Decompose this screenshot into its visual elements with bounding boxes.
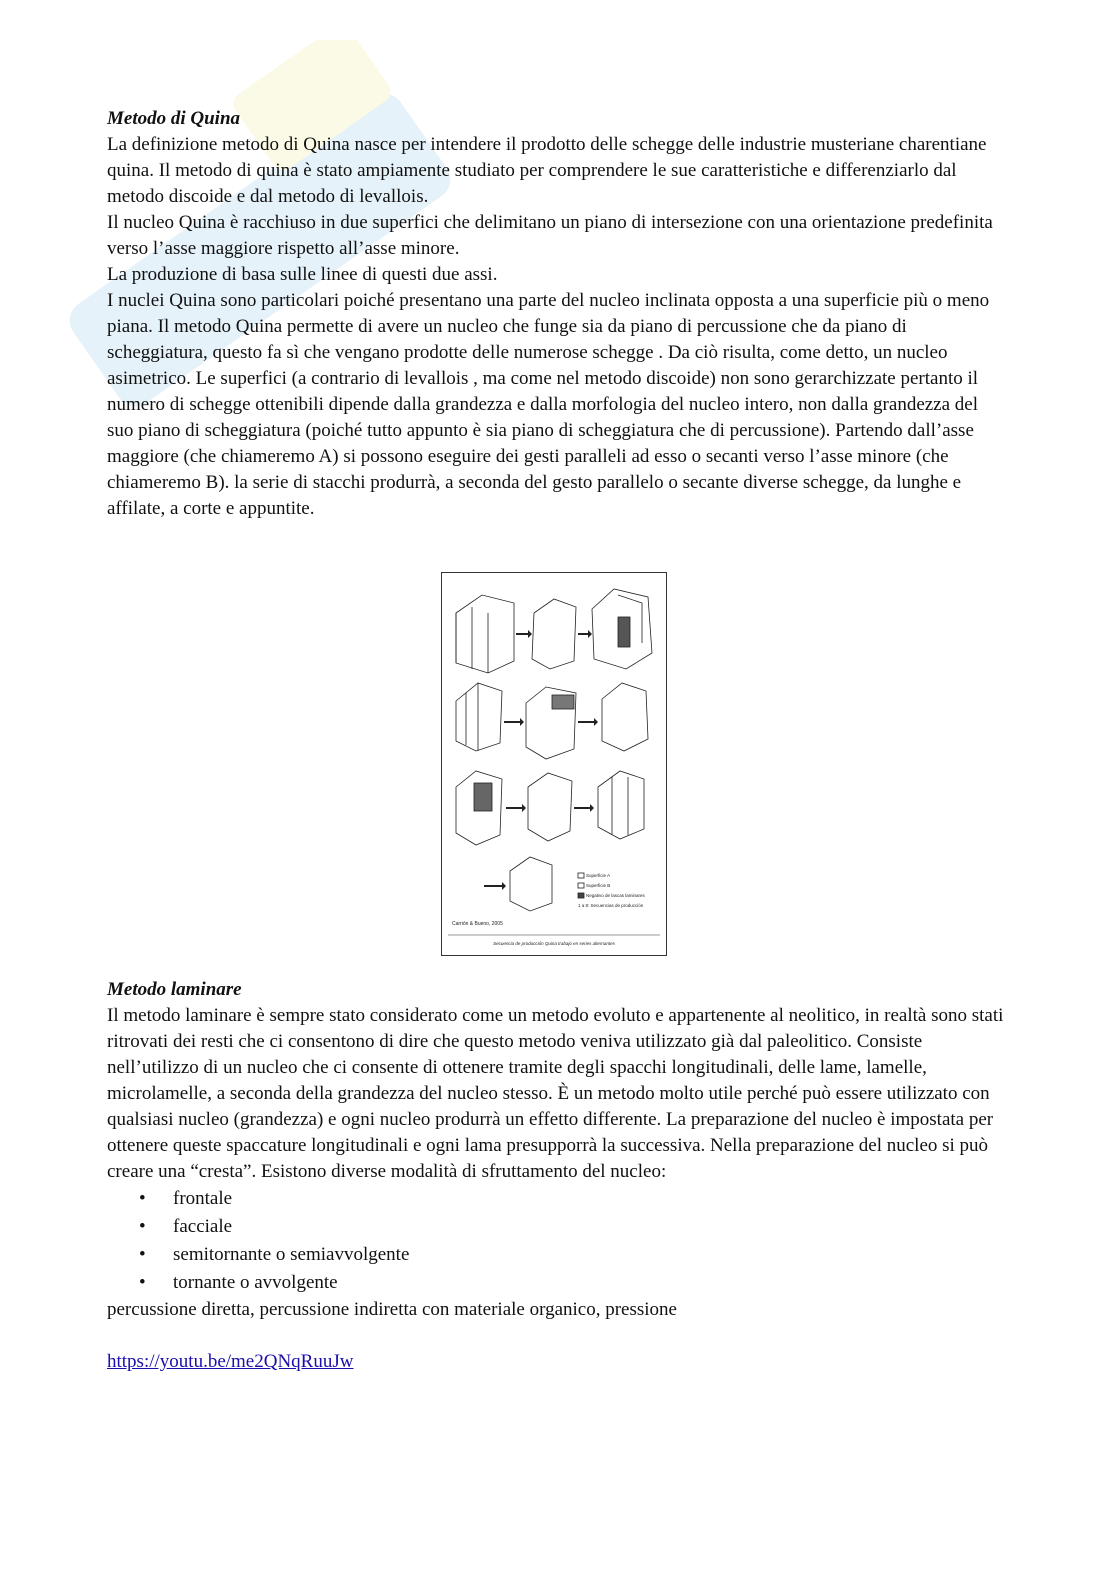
core-sketch xyxy=(528,773,572,841)
bullet-icon: • xyxy=(139,1272,146,1293)
quina-diagram-figure xyxy=(441,572,667,956)
bullet-icon: • xyxy=(139,1244,146,1265)
removal-scar xyxy=(552,695,574,709)
legend-box xyxy=(578,873,584,878)
figure-caption: Secuencia de producción Quina trabajo en series alternantes xyxy=(493,941,615,946)
quina-diagram xyxy=(442,573,666,955)
arrows xyxy=(484,630,598,890)
list-item xyxy=(107,1269,1007,1297)
section-title-quina: Metodo di Quina xyxy=(107,108,241,129)
paragraph: percussione diretta, percussione indiretta con materiale organico, pressione xyxy=(107,1299,677,1320)
list-item-text: frontale xyxy=(173,1188,233,1209)
removal-scar xyxy=(474,783,492,811)
list-item-text: facciale xyxy=(173,1216,233,1237)
list-item xyxy=(107,1213,1007,1241)
paragraph: I nuclei Quina sono particolari poiché presentano una parte del nucleo inclinata opposta a una superficie più o meno piana. Il metodo Quina permette di avere un nucleo che funge sia da piano di percussione che da piano di scheggiatura, questo fa sì che vengano prodotte delle numerose schegge . Da ciò risulta, come detto, un nucleo asimetrico. Le superfici (a contrario di levallois , ma come nel metodo discoide) non sono gerarchizzate pertanto il numero di schegge ottenibili dipende dalla grandezza e dalla morfologia del nucleo intero, non dalla grandezza del suo piano di scheggiatura (poiché tutto appunto è sia piano di scheggiatura che di percussione). Partendo dall’asse maggiore (che chiameremo A) si possono eseguire dei gesti paralleli ad esso o secanti verso l’asse minore (che chiameremo B). la serie di stacchi produrrà, a seconda del gesto parallelo o secante diverse schegge, da lunghe e affilate, a corte e appuntite. xyxy=(107,290,990,519)
legend-box xyxy=(578,883,584,888)
core-sketch xyxy=(456,683,502,751)
list-item-text: semitornante o semiavvolgente xyxy=(173,1244,410,1265)
list-item xyxy=(107,1185,1007,1213)
figure-credit: Carrión & Bueno, 2005 xyxy=(452,921,503,927)
core-sketch xyxy=(532,599,576,669)
legend-label: Negativo de lascas laminares xyxy=(586,893,645,898)
legend-box xyxy=(578,893,584,898)
list-item xyxy=(107,1241,1007,1269)
paragraph: La produzione di basa sulle linee di questi due assi. xyxy=(107,264,498,285)
removal-scar xyxy=(618,617,630,647)
bullet-icon: • xyxy=(139,1188,146,1209)
paragraph: Il metodo laminare è sempre stato considerato come un metodo evoluto e appartenente al neolitico, in realtà sono stati ritrovati dei resti che ci consentono di dire che questo metodo veniva utilizzato già dal paleolitico. Consiste nell’utilizzo di un nucleo che ci consente di ottenere tramite degli spacchi longitudinali, delle lame, lamelle, microlamelle, a seconda della grandezza del nucleo stesso. È un metodo molto utile perché può essere utilizzato con qualsiasi nucleo (grandezza) e ogni nucleo produrrà un effetto differente. La preparazione del nucleo è impostata per ottenere queste spaccature longitudinali e ogni lama presupporrà la successiva. Nella preparazione del nucleo si può creare una “cresta”. Esistono diverse modalità di sfruttamento del nucleo: xyxy=(107,1005,1004,1182)
legend-label: 1 a 8: Secuencias de producción xyxy=(578,903,644,908)
core-sketch xyxy=(602,683,648,751)
exploitation-list xyxy=(107,1185,1007,1297)
paragraph: Il nucleo Quina è racchiuso in due superfici che delimitano un piano di intersezione con una orientazione predefinita verso l’asse maggiore rispetto all’asse minore. xyxy=(107,212,993,259)
core-sketch xyxy=(456,595,514,673)
bullet-icon: • xyxy=(139,1216,146,1237)
legend-label: Superficie B xyxy=(586,883,611,888)
youtube-link[interactable]: https://youtu.be/me2QNqRuuJw xyxy=(107,1351,354,1372)
core-sketch xyxy=(598,771,644,839)
paragraph: La definizione metodo di Quina nasce per intendere il prodotto delle schegge delle industrie musteriane charentiane quina. Il metodo di quina è stato ampiamente studiato per comprendere le sue caratteristiche e differenziarlo dal metodo discoide e dal metodo di levallois. xyxy=(107,134,987,207)
section-title-laminare: Metodo laminare xyxy=(107,979,242,1000)
link-paragraph xyxy=(107,1349,1007,1375)
legend-label: Superficie A xyxy=(586,873,611,878)
list-item-text: tornante o avvolgente xyxy=(173,1272,338,1293)
core-sketch xyxy=(510,857,552,911)
